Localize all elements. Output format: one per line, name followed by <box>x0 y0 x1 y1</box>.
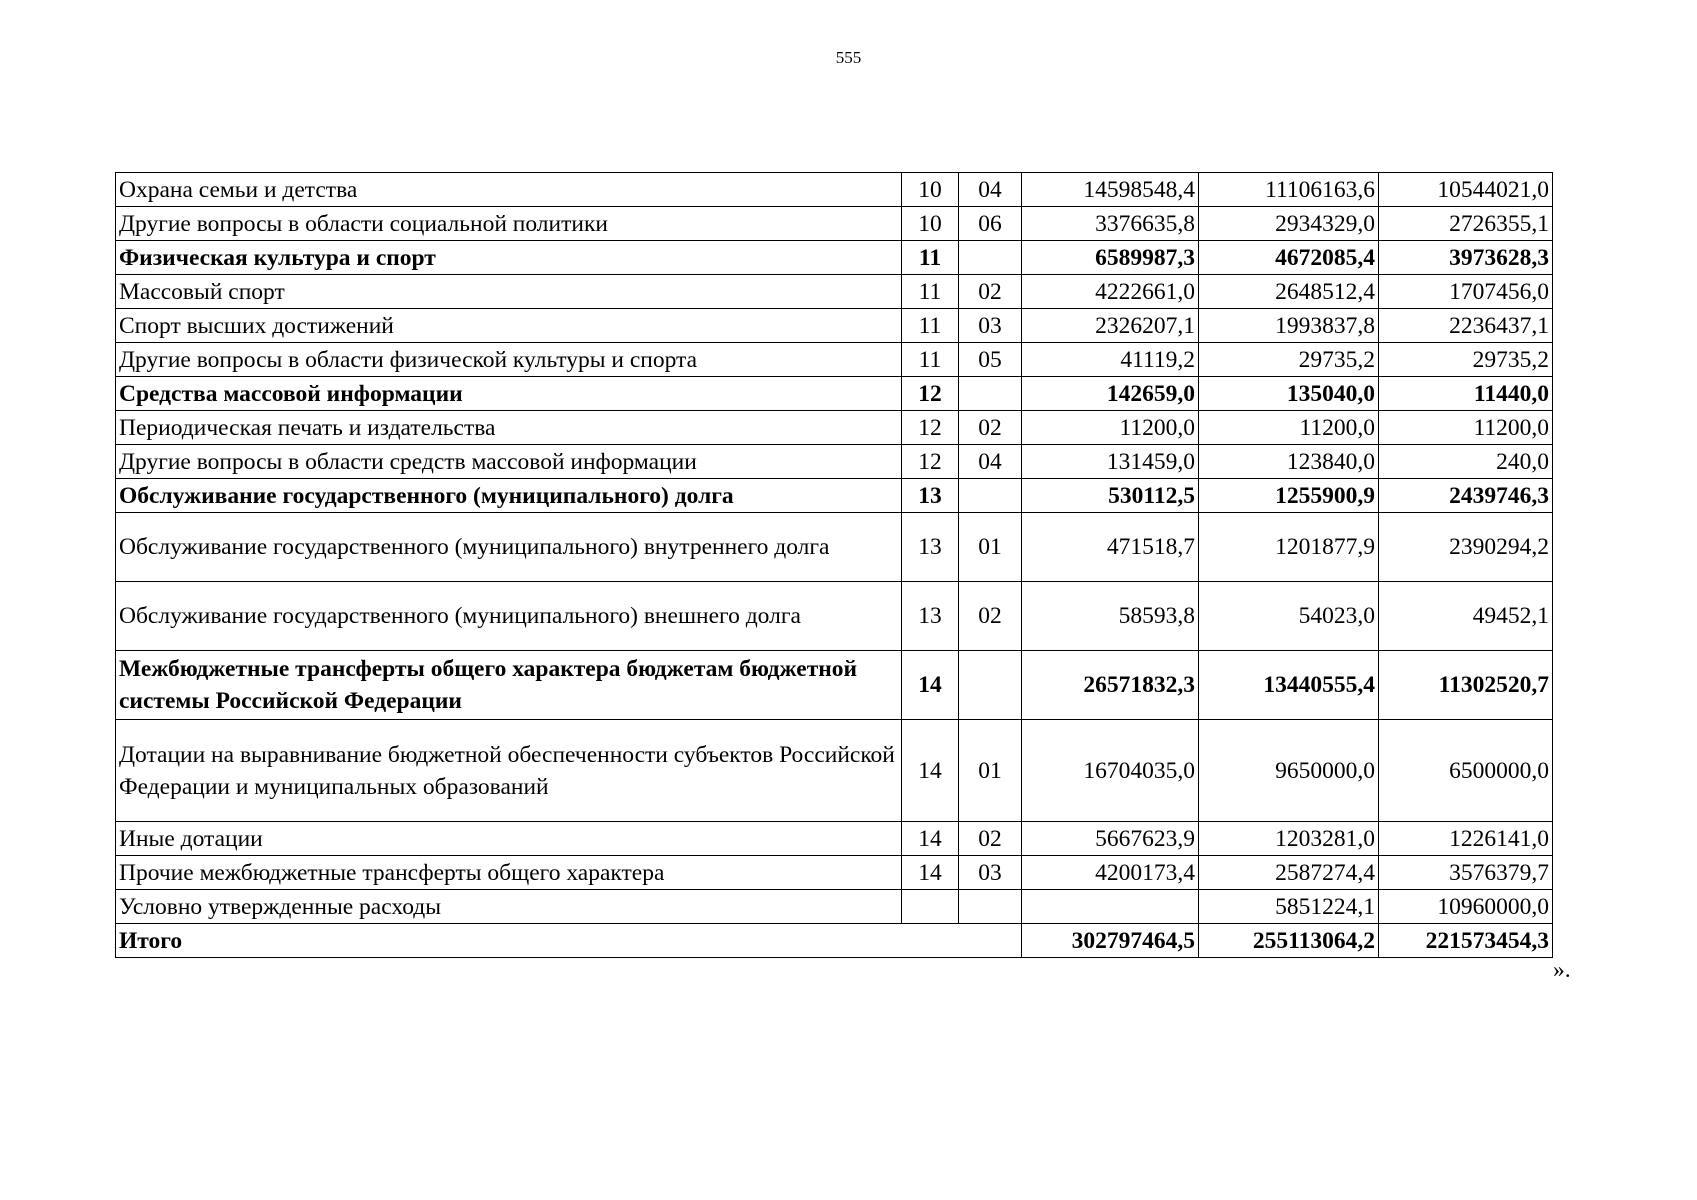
row-value-3: 10544021,0 <box>1379 173 1553 207</box>
row-value-1: 142659,0 <box>1022 377 1199 411</box>
row-value-3: 240,0 <box>1379 445 1553 479</box>
row-section-code: 14 <box>902 856 959 890</box>
table-row <box>116 309 1553 343</box>
row-name: Периодическая печать и издательства <box>116 411 902 445</box>
row-name: Обслуживание государственного (муниципального) долга <box>116 479 902 513</box>
row-value-2: 11200,0 <box>1199 411 1379 445</box>
row-name: Охрана семьи и детства <box>116 173 902 207</box>
total-value-3: 221573454,3 <box>1379 924 1553 958</box>
row-section-code: 12 <box>902 377 959 411</box>
table-row <box>116 582 1553 651</box>
row-subsection-code: 03 <box>959 309 1022 343</box>
table-row <box>116 411 1553 445</box>
row-value-2: 54023,0 <box>1199 582 1379 651</box>
row-value-3: 11302520,7 <box>1379 651 1553 720</box>
row-name: Иные дотации <box>116 822 902 856</box>
table-row <box>116 890 1553 924</box>
row-subsection-code <box>959 241 1022 275</box>
row-value-2: 5851224,1 <box>1199 890 1379 924</box>
row-value-3: 1226141,0 <box>1379 822 1553 856</box>
row-value-1: 6589987,3 <box>1022 241 1199 275</box>
row-name: Дотации на выравнивание бюджетной обеспеченности субъектов Российской Федерации и муниципальных образований <box>116 720 902 822</box>
row-value-1: 3376635,8 <box>1022 207 1199 241</box>
row-name: Другие вопросы в области социальной политики <box>116 207 902 241</box>
row-value-1: 41119,2 <box>1022 343 1199 377</box>
row-name: Массовый спорт <box>116 275 902 309</box>
row-value-2: 135040,0 <box>1199 377 1379 411</box>
row-value-3: 49452,1 <box>1379 582 1553 651</box>
table-row <box>116 822 1553 856</box>
row-value-1: 11200,0 <box>1022 411 1199 445</box>
row-section-code: 10 <box>902 173 959 207</box>
table-row <box>116 377 1553 411</box>
row-subsection-code <box>959 651 1022 720</box>
row-value-2: 13440555,4 <box>1199 651 1379 720</box>
row-name: Средства массовой информации <box>116 377 902 411</box>
row-section-code: 11 <box>902 343 959 377</box>
row-value-1: 2326207,1 <box>1022 309 1199 343</box>
table-row <box>116 173 1553 207</box>
row-subsection-code: 03 <box>959 856 1022 890</box>
row-name: Другие вопросы в области средств массовой информации <box>116 445 902 479</box>
row-section-code: 11 <box>902 309 959 343</box>
row-section-code: 14 <box>902 720 959 822</box>
row-subsection-code: 06 <box>959 207 1022 241</box>
row-value-1: 471518,7 <box>1022 513 1199 582</box>
row-name: Условно утвержденные расходы <box>116 890 902 924</box>
row-section-code: 12 <box>902 445 959 479</box>
row-value-1: 4200173,4 <box>1022 856 1199 890</box>
row-value-3: 2236437,1 <box>1379 309 1553 343</box>
row-section-code: 13 <box>902 582 959 651</box>
row-section-code: 13 <box>902 513 959 582</box>
row-value-3: 2726355,1 <box>1379 207 1553 241</box>
row-name: Межбюджетные трансферты общего характера бюджетам бюджетной системы Российской Федерации <box>116 651 902 720</box>
row-value-2: 29735,2 <box>1199 343 1379 377</box>
row-subsection-code <box>959 890 1022 924</box>
row-section-code: 13 <box>902 479 959 513</box>
row-name: Физическая культура и спорт <box>116 241 902 275</box>
row-subsection-code: 05 <box>959 343 1022 377</box>
row-value-3: 11440,0 <box>1379 377 1553 411</box>
row-subsection-code: 04 <box>959 445 1022 479</box>
row-subsection-code: 02 <box>959 822 1022 856</box>
row-value-2: 1201877,9 <box>1199 513 1379 582</box>
row-name: Прочие межбюджетные трансферты общего характера <box>116 856 902 890</box>
row-section-code: 10 <box>902 207 959 241</box>
row-subsection-code <box>959 479 1022 513</box>
table-row <box>116 720 1553 822</box>
row-value-2: 11106163,6 <box>1199 173 1379 207</box>
row-subsection-code: 02 <box>959 411 1022 445</box>
row-value-3: 3973628,3 <box>1379 241 1553 275</box>
table-row <box>116 207 1553 241</box>
budget-table <box>115 172 1553 958</box>
row-value-1: 5667623,9 <box>1022 822 1199 856</box>
row-value-1: 26571832,3 <box>1022 651 1199 720</box>
row-subsection-code: 01 <box>959 513 1022 582</box>
row-value-3: 11200,0 <box>1379 411 1553 445</box>
row-value-3: 29735,2 <box>1379 343 1553 377</box>
row-value-2: 1203281,0 <box>1199 822 1379 856</box>
row-value-1: 14598548,4 <box>1022 173 1199 207</box>
row-value-2: 9650000,0 <box>1199 720 1379 822</box>
row-value-1: 530112,5 <box>1022 479 1199 513</box>
table-row <box>116 241 1553 275</box>
row-name: Другие вопросы в области физической культуры и спорта <box>116 343 902 377</box>
row-value-1: 16704035,0 <box>1022 720 1199 822</box>
row-value-1: 4222661,0 <box>1022 275 1199 309</box>
table-row <box>116 275 1553 309</box>
table-row <box>116 651 1553 720</box>
row-value-1: 58593,8 <box>1022 582 1199 651</box>
table-row <box>116 343 1553 377</box>
table-row <box>116 856 1553 890</box>
row-subsection-code: 02 <box>959 275 1022 309</box>
table-row <box>116 513 1553 582</box>
row-subsection-code: 04 <box>959 173 1022 207</box>
row-value-3: 10960000,0 <box>1379 890 1553 924</box>
row-section-code: 14 <box>902 822 959 856</box>
total-row <box>116 924 1553 958</box>
row-value-1 <box>1022 890 1199 924</box>
row-value-2: 1255900,9 <box>1199 479 1379 513</box>
row-value-3: 2390294,2 <box>1379 513 1553 582</box>
total-value-2: 255113064,2 <box>1199 924 1379 958</box>
row-section-code: 14 <box>902 651 959 720</box>
closing-quote-mark: ». <box>1553 957 1571 983</box>
table-row <box>116 445 1553 479</box>
row-section-code: 11 <box>902 241 959 275</box>
row-name: Обслуживание государственного (муниципального) внутреннего долга <box>116 513 902 582</box>
row-value-2: 2648512,4 <box>1199 275 1379 309</box>
row-section-code <box>902 890 959 924</box>
row-value-3: 1707456,0 <box>1379 275 1553 309</box>
row-subsection-code <box>959 377 1022 411</box>
total-value-1: 302797464,5 <box>1022 924 1199 958</box>
row-name: Спорт высших достижений <box>116 309 902 343</box>
row-subsection-code: 02 <box>959 582 1022 651</box>
row-value-3: 6500000,0 <box>1379 720 1553 822</box>
row-name: Обслуживание государственного (муниципального) внешнего долга <box>116 582 902 651</box>
row-value-3: 2439746,3 <box>1379 479 1553 513</box>
row-section-code: 12 <box>902 411 959 445</box>
row-value-2: 2587274,4 <box>1199 856 1379 890</box>
row-value-1: 131459,0 <box>1022 445 1199 479</box>
row-value-2: 4672085,4 <box>1199 241 1379 275</box>
row-value-2: 1993837,8 <box>1199 309 1379 343</box>
row-subsection-code: 01 <box>959 720 1022 822</box>
page-number: 555 <box>835 48 862 67</box>
table-row <box>116 479 1553 513</box>
row-section-code: 11 <box>902 275 959 309</box>
row-value-2: 123840,0 <box>1199 445 1379 479</box>
row-value-3: 3576379,7 <box>1379 856 1553 890</box>
total-label: Итого <box>116 924 1022 958</box>
row-value-2: 2934329,0 <box>1199 207 1379 241</box>
